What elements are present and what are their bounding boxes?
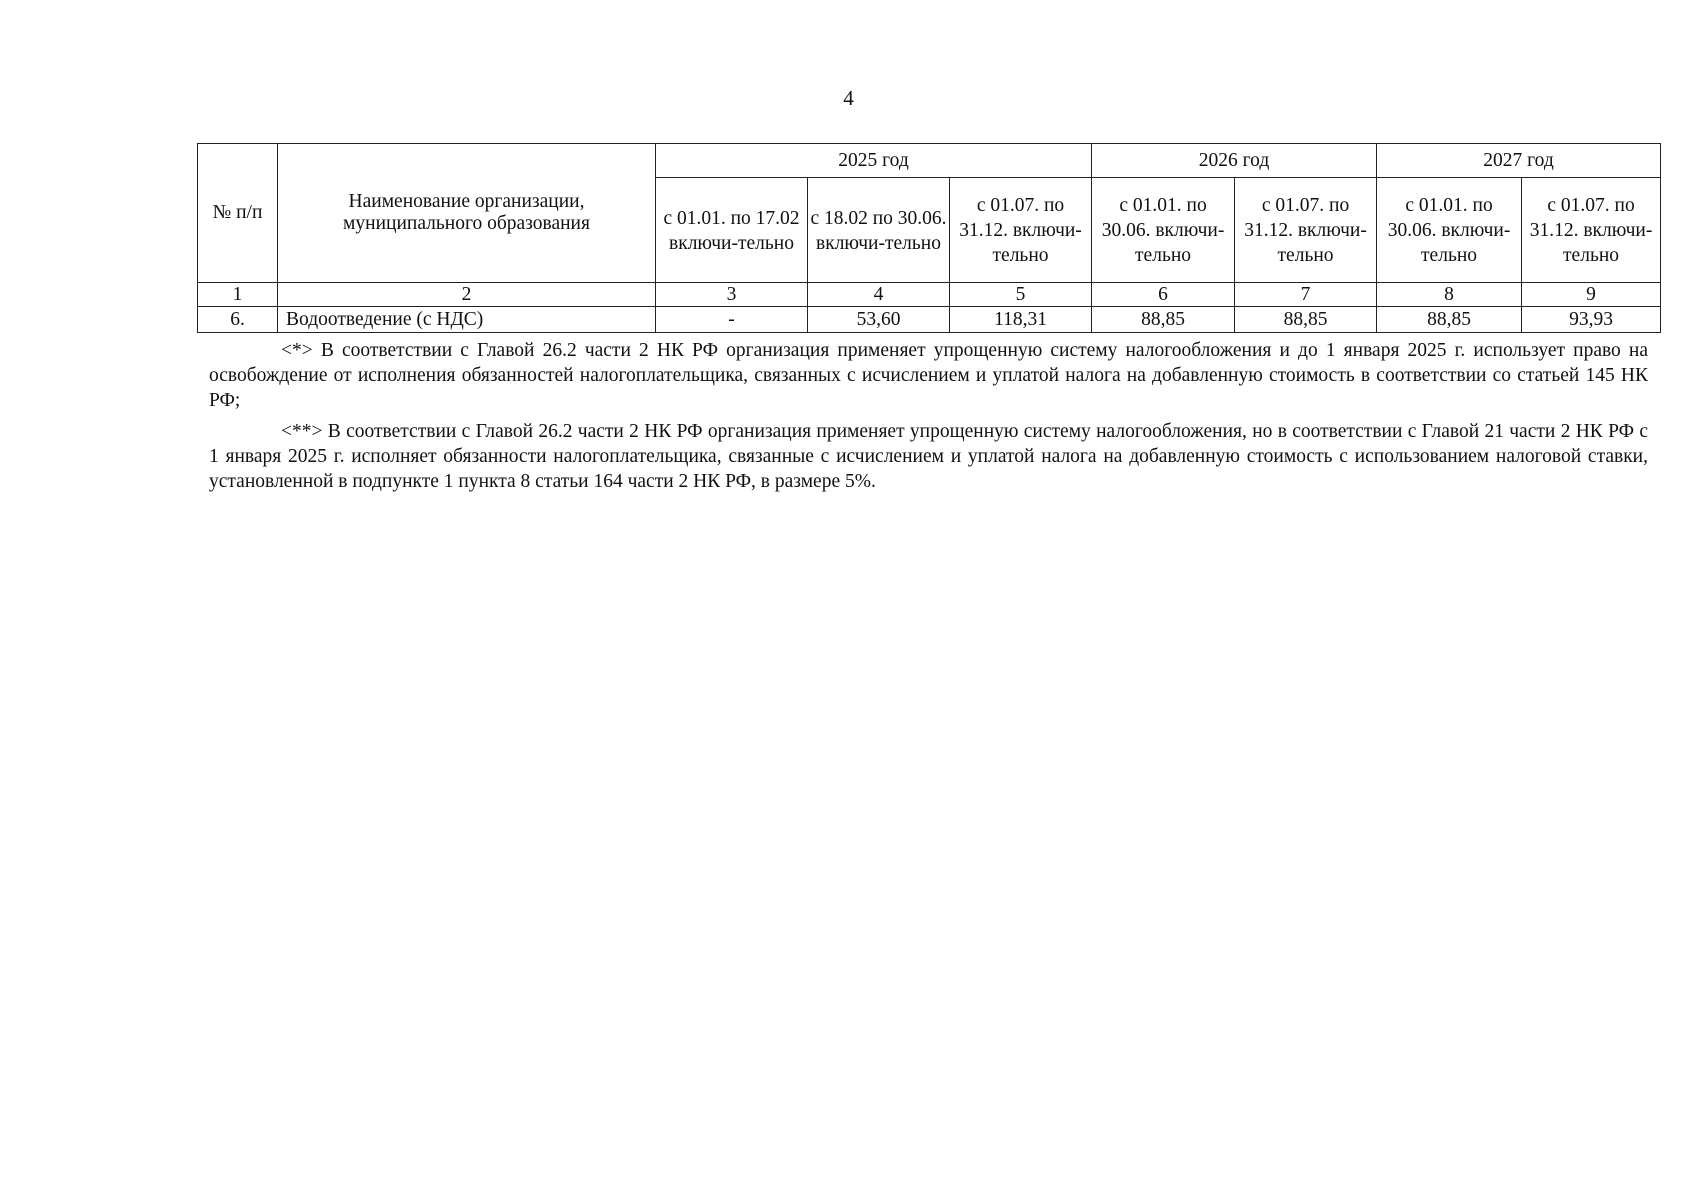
header-year-2026: 2026 год bbox=[1092, 144, 1377, 178]
header-period: с 01.01. по 30.06. включи-тельно bbox=[1377, 178, 1522, 283]
column-number: 2 bbox=[278, 283, 656, 307]
header-col-no: № п/п bbox=[198, 144, 278, 283]
header-period: с 01.07. по 31.12. включи-тельно bbox=[950, 178, 1092, 283]
header-period: с 18.02 по 30.06. включи-тельно bbox=[808, 178, 950, 283]
column-number: 3 bbox=[656, 283, 808, 307]
row-value: 93,93 bbox=[1522, 307, 1661, 333]
row-value: 88,85 bbox=[1235, 307, 1377, 333]
column-number: 4 bbox=[808, 283, 950, 307]
header-period: с 01.01. по 30.06. включи-тельно bbox=[1092, 178, 1235, 283]
header-period: с 01.01. по 17.02 включи-тельно bbox=[656, 178, 808, 283]
row-value: - bbox=[656, 307, 808, 333]
header-period: с 01.07. по 31.12. включи-тельно bbox=[1235, 178, 1377, 283]
row-value: 53,60 bbox=[808, 307, 950, 333]
row-value: 88,85 bbox=[1092, 307, 1235, 333]
row-name: Водоотведение (с НДС) bbox=[278, 307, 656, 333]
column-number: 5 bbox=[950, 283, 1092, 307]
column-number: 7 bbox=[1235, 283, 1377, 307]
column-number: 8 bbox=[1377, 283, 1522, 307]
table-row bbox=[198, 307, 1661, 333]
footnotes bbox=[209, 338, 1648, 500]
header-year-2027: 2027 год bbox=[1377, 144, 1661, 178]
header-period: с 01.07. по 31.12. включи-тельно bbox=[1522, 178, 1661, 283]
column-number: 1 bbox=[198, 283, 278, 307]
column-number: 6 bbox=[1092, 283, 1235, 307]
footnote-double-asterisk: <**> В соответствии с Главой 26.2 части 2 НК РФ организация применяет упрощенную систему налогообложения, но в соответствии с Главой 21 части 2 НК РФ с 1 января 2025 г. исполняет обязанности налогоплательщика, связанные с исчислением и уплатой налога на добавленную стоимость с использованием налоговой ставки, установленной в подпункте 1 пункта 8 статьи 164 части 2 НК РФ, в размере 5%. bbox=[209, 421, 1648, 492]
header-row-years bbox=[198, 144, 1661, 178]
row-value: 118,31 bbox=[950, 307, 1092, 333]
row-number: 6. bbox=[198, 307, 278, 333]
page-number: 4 bbox=[843, 86, 854, 110]
tariff-table bbox=[197, 143, 1661, 333]
row-value: 88,85 bbox=[1377, 307, 1522, 333]
header-col-name: Наименование организации, муниципального образования bbox=[278, 144, 656, 283]
column-number: 9 bbox=[1522, 283, 1661, 307]
header-year-2025: 2025 год bbox=[656, 144, 1092, 178]
footnote-single-asterisk: <*> В соответствии с Главой 26.2 части 2 НК РФ организация применяет упрощенную систему налогообложения и до 1 января 2025 г. использует право на освобождение от исполнения обязанностей налогоплательщика, связанных с исчислением и уплатой налога на добавленную стоимость в соответствии со статьей 145 НК РФ; bbox=[209, 340, 1648, 411]
column-number-row bbox=[198, 283, 1661, 307]
